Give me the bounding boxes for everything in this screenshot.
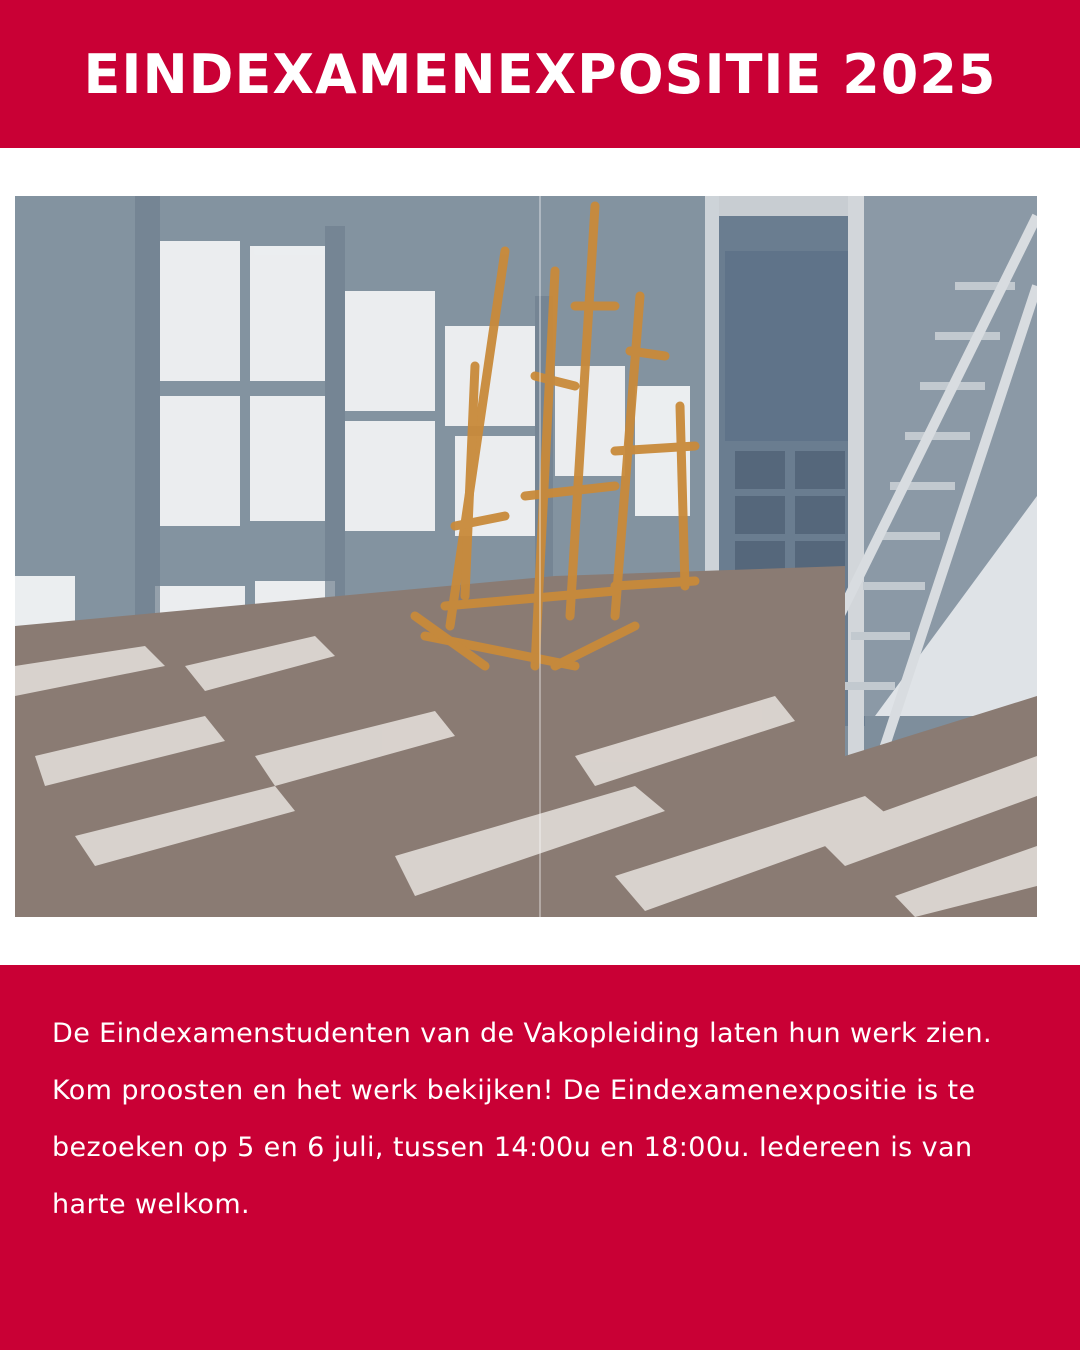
info-banner [0,965,1080,1350]
studio-painting-image [15,196,1037,917]
info-text: De Eindexamenstudenten van de Vakopleiding laten hun werk zien. Kom proosten en het werk bekijken! De Eindexamenexpositie is te bezoeken op 5 en 6 juli, tussen 14:00u en 18:00u. Iedereen is van harte welkom. [52,1018,992,1220]
studio-painting [15,196,1037,917]
title-banner [0,0,1080,148]
page-title: EINDEXAMENEXPOSITIE 2025 [83,42,997,106]
